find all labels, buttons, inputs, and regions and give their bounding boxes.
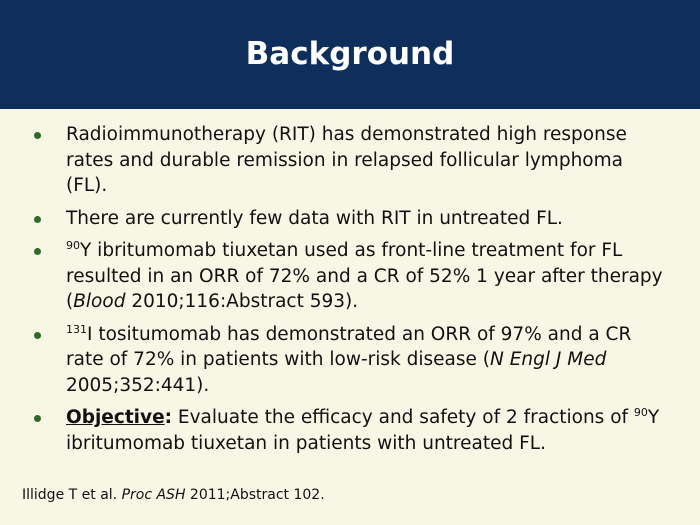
bullet-dot-icon xyxy=(34,132,41,139)
bullet-dot-icon xyxy=(34,332,41,339)
bullet-text-part: Y ibritumomab tiuxetan used as front-line treatment for FL resulted in an ORR of 72% and a CR of 52% 1 year after therapy ( xyxy=(66,240,663,312)
bullet-text: Radioimmunotherapy (RIT) has demonstrated high response rates and durable remission in relapsed follicular lymphoma (FL). xyxy=(66,124,627,196)
bullet-dot-icon xyxy=(34,415,41,422)
journal-name: Blood xyxy=(73,291,126,312)
slide-title: Background xyxy=(245,36,455,72)
bullet-text xyxy=(66,238,664,315)
citation-journal: Proc ASH xyxy=(121,487,186,503)
isotope-superscript: 90 xyxy=(66,238,80,252)
bullet-text xyxy=(66,405,664,456)
objective-colon: : xyxy=(164,407,173,428)
citation-footer xyxy=(22,485,325,505)
bullet-text-part: I tositumomab has demonstrated an ORR of 97% and a CR rate of 72% in patients with low-risk disease ( xyxy=(66,323,632,370)
journal-name: N Engl J Med xyxy=(490,349,607,370)
bullet-text-part: Evaluate the efficacy and safety of 2 fractions of xyxy=(172,407,634,428)
citation-text: 2011;Abstract 102. xyxy=(185,487,325,503)
citation-text: Illidge T et al. xyxy=(22,487,122,503)
bullet-text-part: 2005;352:441). xyxy=(66,374,210,396)
bullet-dot-icon xyxy=(34,216,41,223)
bullet-item xyxy=(34,322,664,399)
bullet-list xyxy=(34,122,664,463)
bullet-dot-icon xyxy=(34,248,41,255)
bullet-item xyxy=(34,206,664,232)
bullet-item xyxy=(34,238,664,315)
objective-label: Objective xyxy=(66,407,165,428)
bullet-text xyxy=(66,322,664,399)
bullet-text: There are currently few data with RIT in untreated FL. xyxy=(66,207,563,229)
isotope-superscript: 90 xyxy=(633,405,648,419)
isotope-superscript: 131 xyxy=(66,322,87,336)
title-bar xyxy=(0,0,700,109)
bullet-text-part: Y ibritumomab tiuxetan in patients with untreated FL. xyxy=(66,407,660,454)
bullet-item xyxy=(34,122,664,199)
bullet-item xyxy=(34,405,664,456)
bullet-text-part: 2010;116:Abstract 593). xyxy=(125,291,359,312)
